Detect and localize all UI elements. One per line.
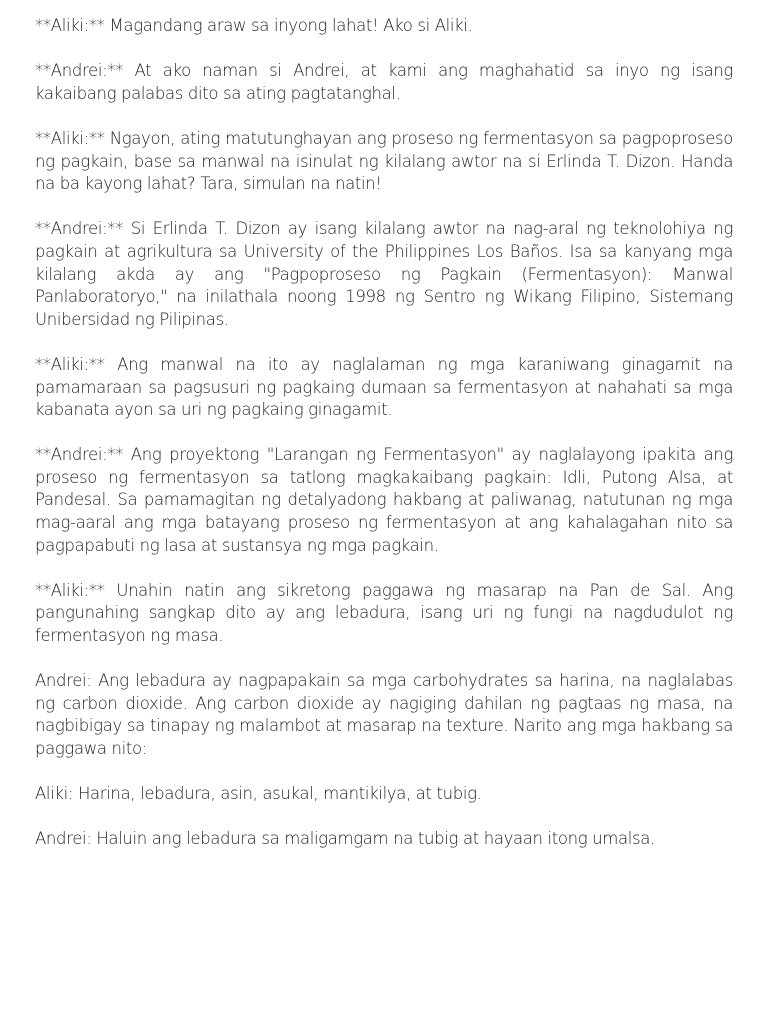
dialogue-line-andrei-project: **Andrei:** Ang proyektong "Larangan ng Fermentasyon" ay naglalayong ipakita ang proseso ng fermentasyon sa tatlong magkakaibang pagkain: Idli, Putong Alsa, at Pandesal. Sa pamamagitan ng detalyadong hakbang at paliwanag, natutunan ng mga mag-aaral ang mga batayang proseso ng fermentasyon at ang kahalagahan nito sa pagpapabuti ng lasa at sustansya ng mga pagkain. bbox=[35, 445, 733, 555]
dialogue-line-aliki-pandesal: **Aliki:** Unahin natin ang sikretong paggawa ng masarap na Pan de Sal. Ang pangunahing sangkap dito ay ang lebadura, isang uri ng fungi na nagdudulot ng fermentasyon ng masa. bbox=[35, 580, 733, 646]
dialogue-line-aliki-manual: **Aliki:** Ang manwal na ito ay naglalaman ng mga karaniwang ginagamit na pamamaraan sa pagsusuri ng pagkaing dumaan sa fermentasyon at nahahati sa mga kabanata ayon sa uri ng pagkaing ginagamit. bbox=[35, 354, 733, 420]
dialogue-line-aliki-topic: **Aliki:** Ngayon, ating matutunghayan ang proseso ng fermentasyon sa pagpoproseso ng pagkain, base sa manwal na isinulat ng kilalang awtor na si Erlinda T. Dizon. Handa na ba kayong lahat? Tara, simulan na natin! bbox=[35, 128, 733, 194]
dialogue-line-aliki-ingredients: Aliki: Harina, lebadura, asin, asukal, mantikilya, at tubig. bbox=[35, 784, 482, 804]
dialogue-line-andrei-author: **Andrei:** Si Erlinda T. Dizon ay isang kilalang awtor na nag-aral ng teknolohiya ng pagkain at agrikultura sa University of the Philippines Los Baños. Isa sa kanyang mga kilalang akda ay ang "Pagpoproseso ng Pagkain (Fermentasyon): Manwal Panlaboratoryo," na inilathala noong 1998 ng Sentro ng Wikang Filipino, Sistemang Unibersidad ng Pilipinas. bbox=[35, 219, 733, 329]
dialogue-line-andrei-yeast: Andrei: Ang lebadura ay nagpapakain sa mga carbohydrates sa harina, na naglalabas ng carbon dioxide. Ang carbon dioxide ay nagiging dahilan ng pagtaas ng masa, na nagbibigay sa tinapay ng malambot at masarap na texture. Narito ang mga hakbang sa paggawa nito: bbox=[35, 671, 733, 758]
dialogue-line-andrei-intro: **Andrei:** At ako naman si Andrei, at kami ang maghahatid sa inyo ng isang kakaibang palabas dito sa ating pagtatanghal. bbox=[35, 61, 733, 103]
dialogue-line-andrei-step: Andrei: Haluin ang lebadura sa maligamgam na tubig at hayaan itong umalsa. bbox=[35, 829, 655, 849]
dialogue-line-aliki-greeting: **Aliki:** Magandang araw sa inyong lahat! Ako si Aliki. bbox=[35, 16, 473, 35]
